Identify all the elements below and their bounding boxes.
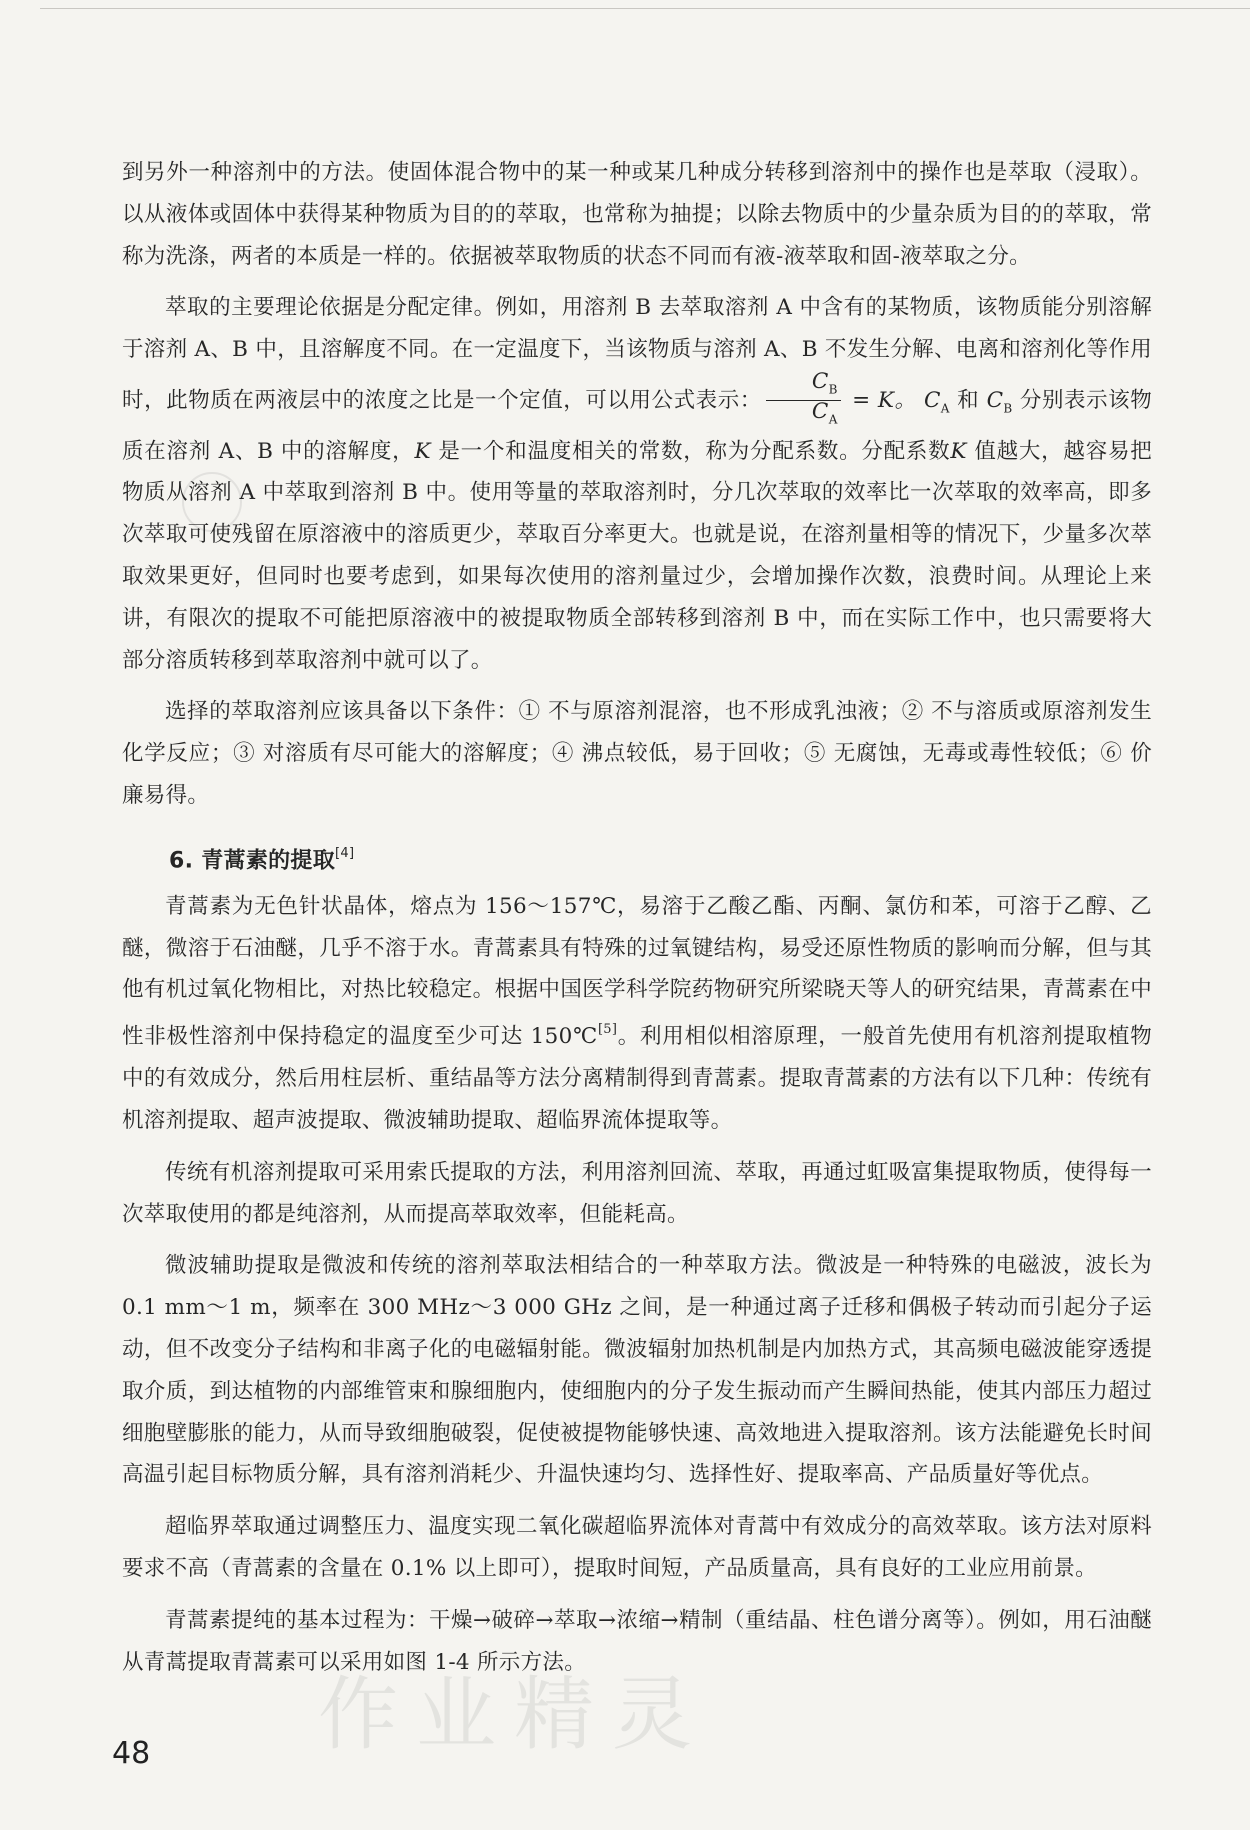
paragraph: 萃取的主要理论依据是分配定律。例如，用溶剂 B 去萃取溶剂 A 中含有的某物质，该物质能分别溶解于溶剂 A、B 中，且溶解度不同。在一定温度下，当该物质与溶剂 A、B 不发生分解、电离和溶剂化等作用时，此物质在两液层中的浓度之比是一个定值，可以用公式表示： $\frac{C_B}{C_A}$ = K。 $C_A$ 和 $C_B$ 分别表示该物质在溶剂 A、B 中的溶解度，K 是一个和温度相关的常数，称为分配系数。分配系数K 值越大，越容易把物质从溶剂 A 中萃取到溶剂 B 中。使用等量的萃取溶剂时，分几次萃取的效率比一次萃取的效率高，即多次萃取可使残留在原溶液中的溶质更少，萃取百分率更大。也就是说，在溶剂量相等的情况下，少量多次萃取效果更好，但同时也要考虑到，如果每次使用的溶剂量过少，会增加操作次数，浪费时间。从理论上来讲，有限次的提取不可能把原溶液中的被提取物质全部转移到溶剂 B 中，而在实际工作中，也只需要将大部分溶质转移到萃取溶剂中就可以了。 bbox=[122, 295, 1153, 673]
section-heading: 6. 青蒿素的提取[4] bbox=[169, 845, 355, 874]
top-rule bbox=[40, 0, 1250, 9]
partition-formula: $\frac{C_B}{C_A}$ bbox=[766, 371, 841, 431]
page-body bbox=[122, 152, 1152, 1693]
paragraph: 青蒿素提纯的基本过程为：干燥→破碎→萃取→浓缩→精制（重结晶、柱色谱分离等）。例如，用石油醚从青蒿提取青蒿素可以采用如图 1-4 所示方法。 bbox=[122, 1607, 1152, 1675]
citation-ref: [4] bbox=[335, 845, 355, 861]
paragraph: 青蒿素为无色针状晶体，熔点为 156～157℃，易溶于乙酸乙酯、丙酮、氯仿和苯，可溶于乙醇、乙醚，微溶于石油醚，几乎不溶于水。青蒿素具有特殊的过氧键结构，易受还原性物质的影响而分解，但与其他有机过氧化物相比，对热比较稳定。根据中国医学科学院药物研究所梁晓天等人的研究结果，青蒿素在中性非极性溶剂中保持稳定的温度至少可达 150℃[5]。利用相似相溶原理，一般首先使用有机溶剂提取植物中的有效成分，然后用柱层析、重结晶等方法分离精制得到青蒿素。提取青蒿素的方法有以下几种：传统有机溶剂提取、超声波提取、微波辅助提取、超临界流体提取等。 bbox=[122, 893, 1153, 1134]
paragraph: 到另外一种溶剂中的方法。使固体混合物中的某一种或某几种成分转移到溶剂中的操作也是萃取（浸取）。以从液体或固体中获得某种物质为目的的萃取，也常称为抽提；以除去物质中的少量杂质为目的的萃取，常称为洗涤，两者的本质是一样的。依据被萃取物质的状态不同而有液-液萃取和固-液萃取之分。 bbox=[122, 160, 1152, 269]
paragraph: 超临界萃取通过调整压力、温度实现二氧化碳超临界流体对青蒿中有效成分的高效萃取。该方法对原料要求不高（青蒿素的含量在 0.1% 以上即可），提取时间短，产品质量高，具有良好的工业应用前景。 bbox=[122, 1514, 1152, 1581]
paragraph: 微波辅助提取是微波和传统的溶剂萃取法相结合的一种萃取方法。微波是一种特殊的电磁波，波长为 0.1 mm～1 m，频率在 300 MHz～3 000 GHz 之间，是一种通过离子迁移和偶极子转动而引起分子运动，但不改变分子结构和非离子化的电磁辐射能。微波辐射加热机制是内加热方式，其高频电磁波能穿透提取介质，到达植物的内部维管束和腺细胞内，使细胞内的分子发生振动而产生瞬间热能，使其内部压力超过细胞壁膨胀的能力，从而导致细胞破裂，促使被提物能够快速、高效地进入提取溶剂。该方法能避免长时间高温引起目标物质分解，具有溶剂消耗少、升温快速均匀、选择性好、提取率高、产品质量好等优点。 bbox=[122, 1253, 1152, 1488]
citation-ref: [5] bbox=[597, 1022, 618, 1038]
paragraph: 传统有机溶剂提取可采用索氏提取的方法，利用溶剂回流、萃取，再通过虹吸富集提取物质，使得每一次萃取使用的都是纯溶剂，从而提高萃取效率，但能耗高。 bbox=[122, 1159, 1152, 1227]
watermark-text: 作业精灵 bbox=[318, 1668, 710, 1761]
formula-k: = K。 bbox=[852, 387, 917, 413]
paragraph: 选择的萃取溶剂应该具备以下条件：① 不与原溶剂混溶，也不形成乳浊液；② 不与溶质或原溶剂发生化学反应；③ 对溶质有尽可能大的溶解度；④ 沸点较低，易于回收；⑤ 无腐蚀，无毒或毒性较低；⑥ 价廉易得。 bbox=[122, 699, 1152, 808]
page-number: 48 bbox=[112, 1736, 151, 1771]
